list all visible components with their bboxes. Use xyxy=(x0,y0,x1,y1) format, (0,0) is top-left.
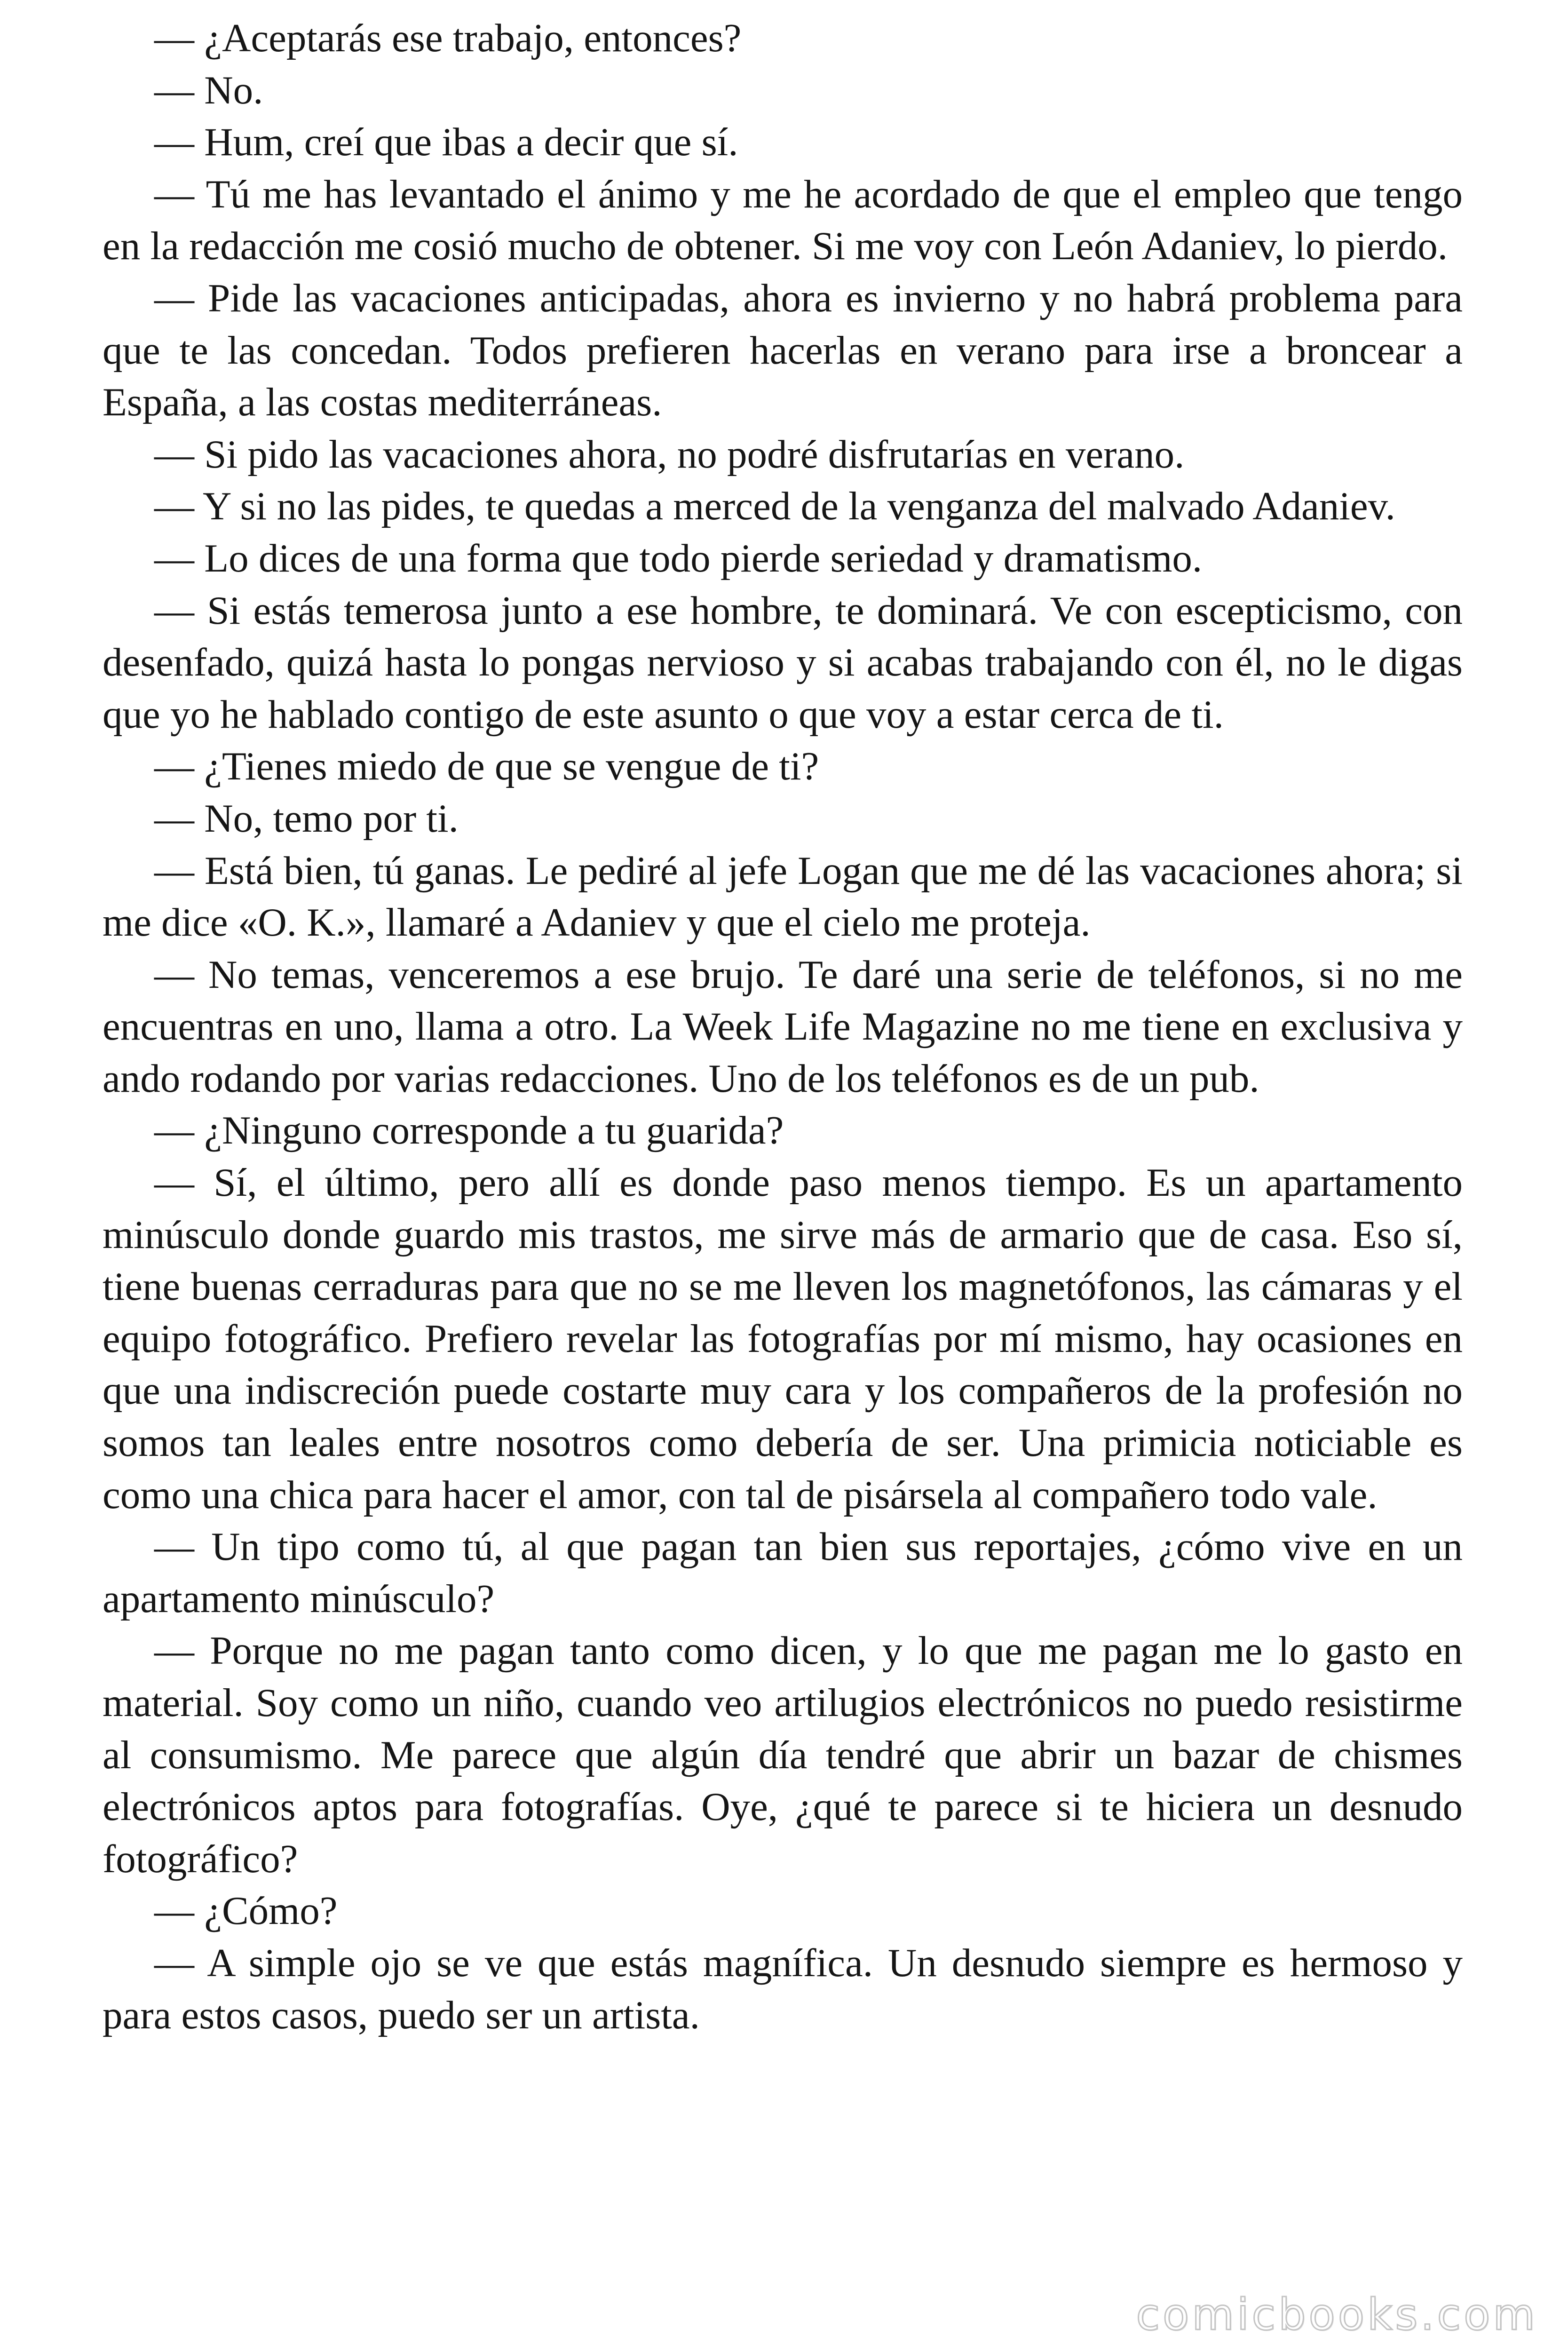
dialogue-line: — Pide las vacaciones anticipadas, ahora es invierno y no habrá problema para que te las concedan. Todos prefieren hacerlas en verano para irse a broncear a España, a las costas mediterráneas. xyxy=(103,276,1463,425)
body-text xyxy=(103,12,1463,2041)
dialogue-line: — ¿Tienes miedo de que se vengue de ti? xyxy=(154,744,819,789)
dialogue-line: — No. xyxy=(154,68,263,112)
dialogue-line: — Si pido las vacaciones ahora, no podré disfrutarías en verano. xyxy=(154,432,1185,477)
dialogue-line: — ¿Cómo? xyxy=(154,1889,338,1933)
site-watermark: comicbooks.com xyxy=(1136,2289,1538,2340)
dialogue-line: — Sí, el último, pero allí es donde paso menos tiempo. Es un apartamento minúsculo donde guardo mis trastos, me sirve más de armario que de casa. Eso sí, tiene buenas cerraduras para que no se me lleven los magnetófonos, las cámaras y el equipo fotográfico. Prefiero revelar las fotografías por mí mismo, hay ocasiones en que una indiscreción puede costarte muy cara y los compañeros de la profesión no somos tan leales entre nosotros como debería de ser. Una primicia noticiable es como una chica para hacer el amor, con tal de pisársela al compañero todo vale. xyxy=(103,1160,1463,1517)
dialogue-line: — Está bien, tú ganas. Le pediré al jefe Logan que me dé las vacaciones ahora; si me dice «O. K.», llamaré a Adaniev y que el cielo me proteja. xyxy=(103,848,1463,945)
dialogue-line: — Porque no me pagan tanto como dicen, y lo que me pagan me lo gasto en material. Soy como un niño, cuando veo artilugios electrónicos no puedo resistirme al consumismo. Me parece que algún día tendré que abrir un bazar de chismes electrónicos aptos para fotografías. Oye, ¿qué te parece si te hiciera un desnudo fotográfico? xyxy=(103,1629,1463,1881)
dialogue-line: — Si estás temerosa junto a ese hombre, te dominará. Ve con escepticismo, con desenfado, quizá hasta lo pongas nervioso y si acabas trabajando con él, no le digas que yo he hablado contigo de este asunto o que voy a estar cerca de ti. xyxy=(103,588,1463,737)
dialogue-line: — Y si no las pides, te quedas a merced de la venganza del malvado Adaniev. xyxy=(154,484,1395,529)
dialogue-line: — A simple ojo se ve que estás magnífica. Un desnudo siempre es hermoso y para estos casos, puedo ser un artista. xyxy=(103,1940,1463,2037)
dialogue-line: — ¿Ninguno corresponde a tu guarida? xyxy=(154,1108,784,1153)
dialogue-line: — No temas, venceremos a ese brujo. Te daré una serie de teléfonos, si no me encuentras en uno, llama a otro. La Week Life Magazine no me tiene en exclusiva y ando rodando por varias redacciones. Uno de los teléfonos es de un pub. xyxy=(103,952,1463,1101)
dialogue-line: — ¿Aceptarás ese trabajo, entonces? xyxy=(154,16,742,60)
dialogue-line: — Tú me has levantado el ánimo y me he acordado de que el empleo que tengo en la redacción me cosió mucho de obtener. Si me voy con León Adaniev, lo pierdo. xyxy=(103,172,1463,269)
dialogue-line: — Un tipo como tú, al que pagan tan bien sus reportajes, ¿cómo vive en un apartamento minúsculo? xyxy=(103,1525,1463,1621)
dialogue-line: — No, temo por ti. xyxy=(154,796,459,841)
dialogue-line: — Hum, creí que ibas a decir que sí. xyxy=(154,120,738,165)
dialogue-line: — Lo dices de una forma que todo pierde seriedad y dramatismo. xyxy=(154,536,1203,580)
